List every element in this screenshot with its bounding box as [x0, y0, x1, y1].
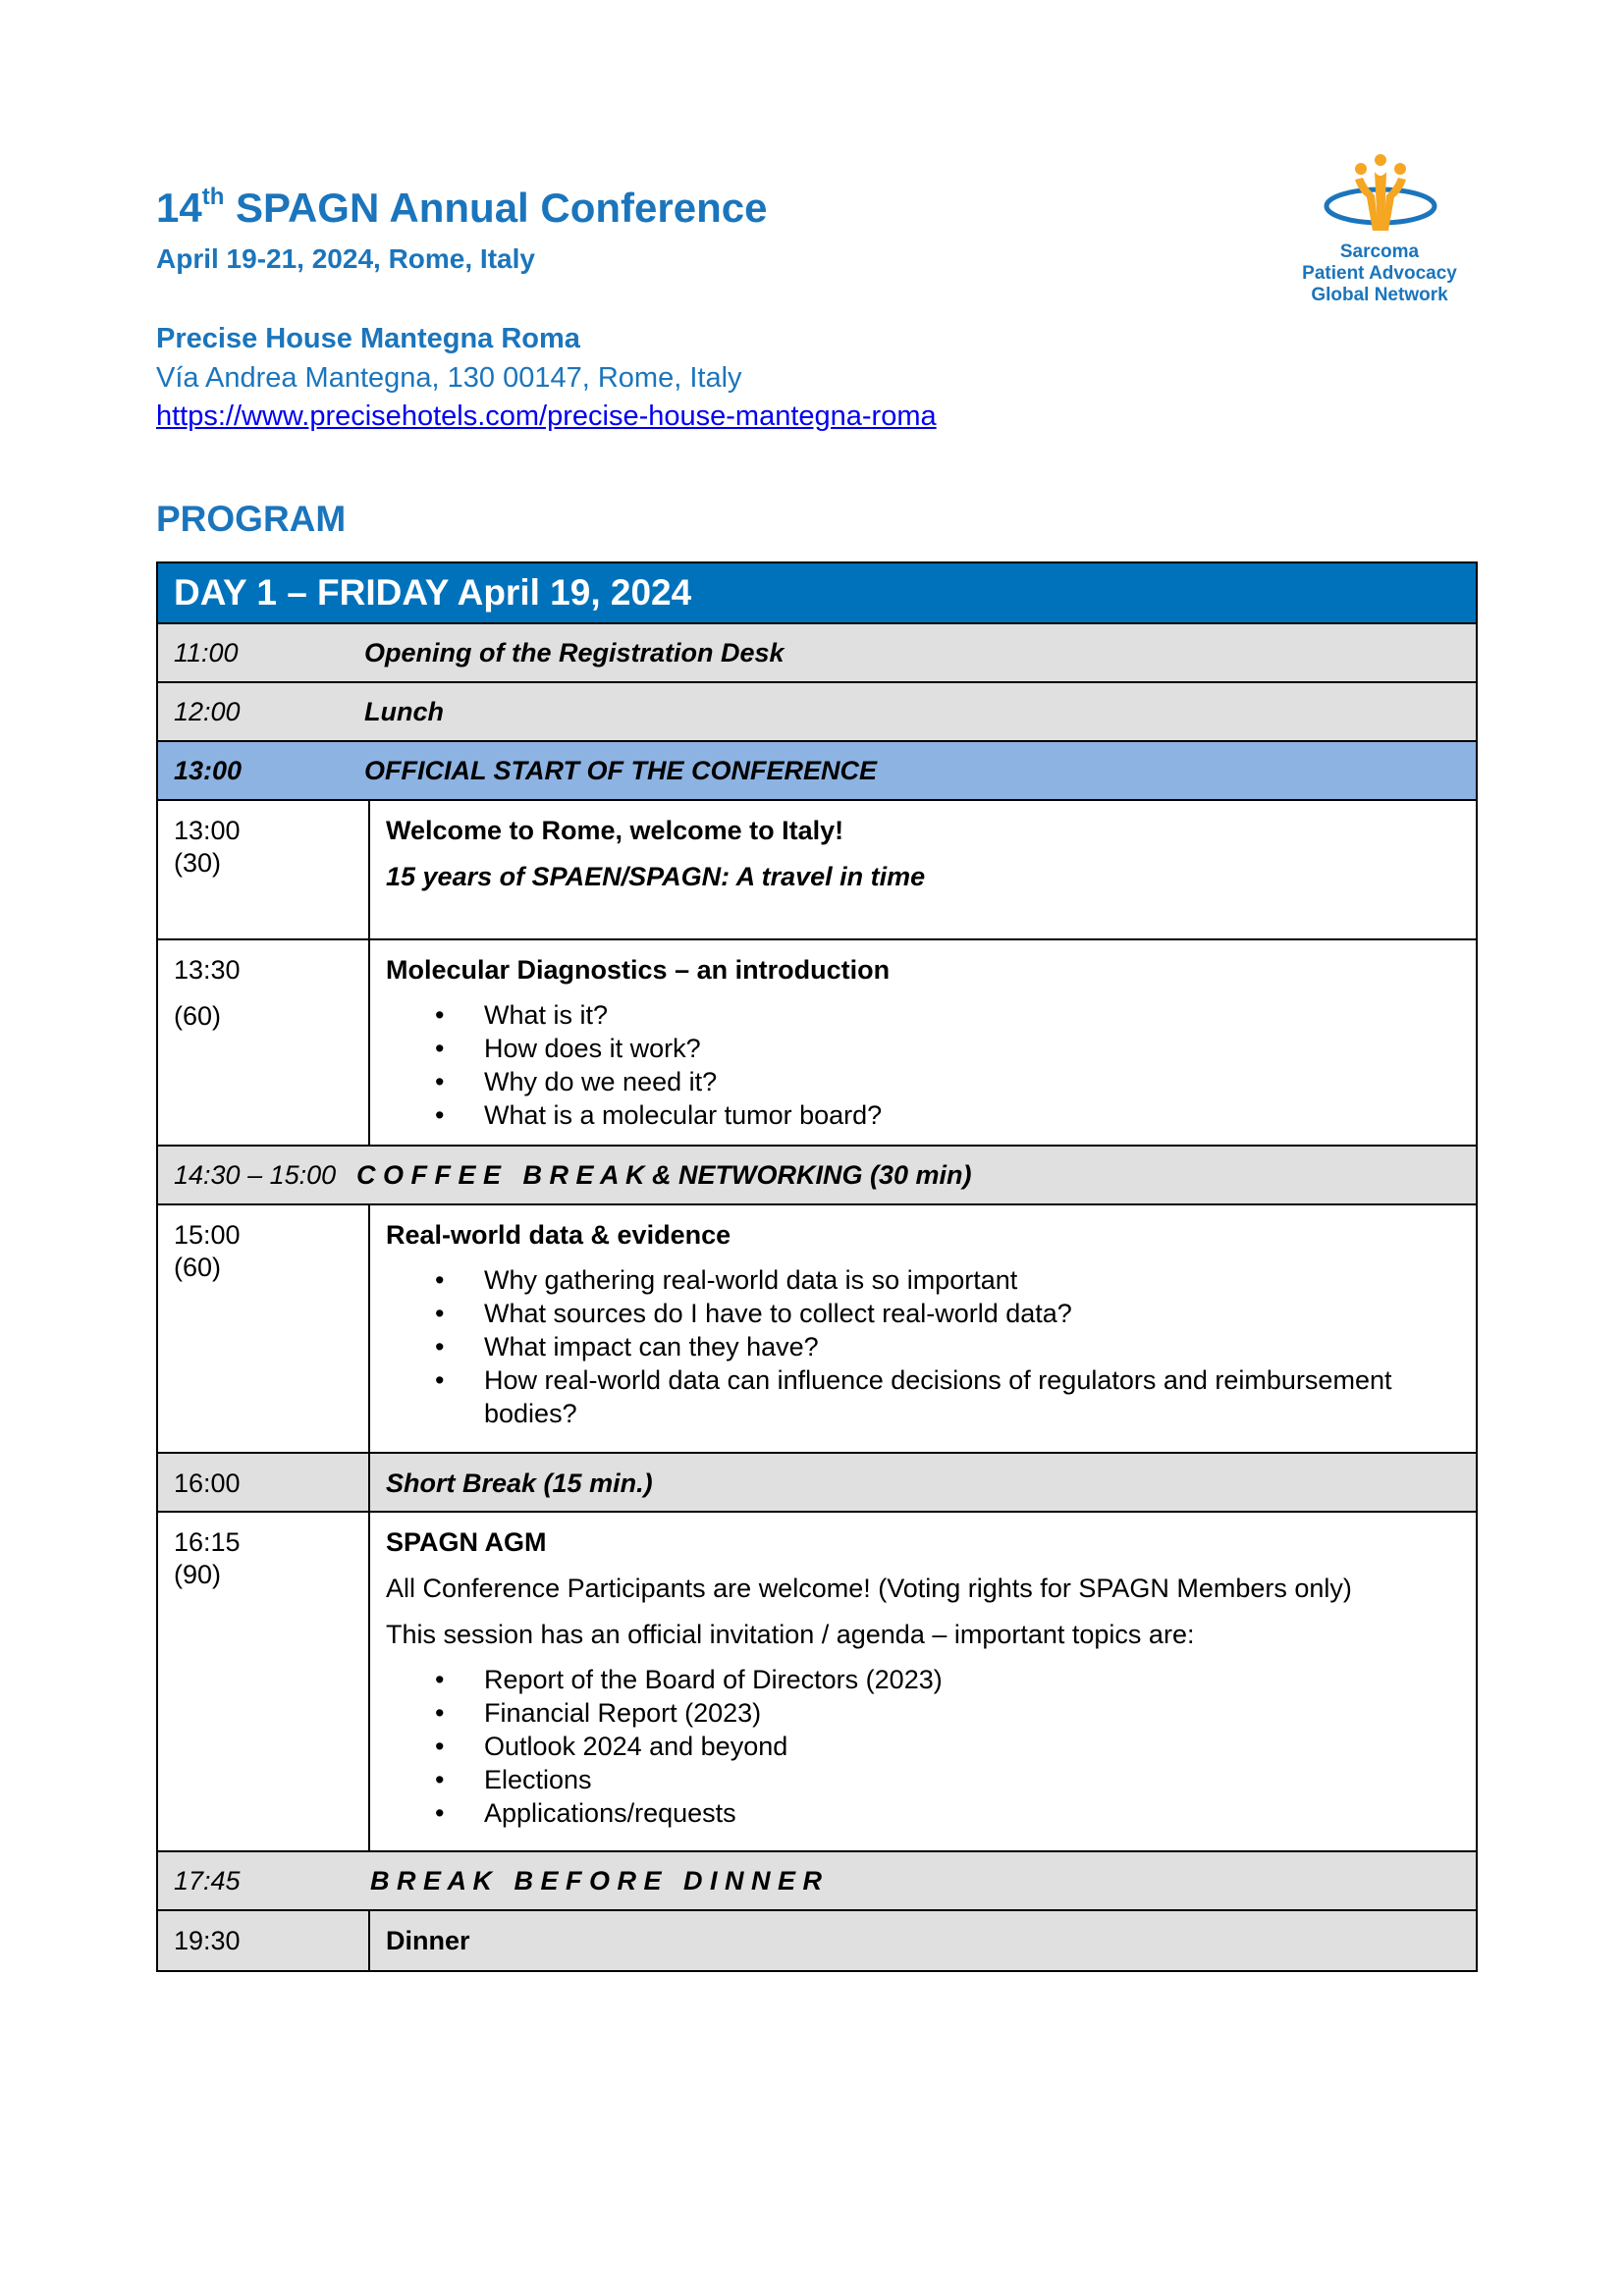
list-item: • How does it work?: [484, 1032, 1460, 1065]
program-table: [156, 561, 1478, 1972]
table-row: [158, 1852, 1476, 1911]
venue-address: Vía Andrea Mantegna, 130 00147, Rome, Italy: [156, 362, 742, 394]
table-row: [158, 940, 1476, 1147]
list-item: • How real-world data can influence decisions of regulators and reimbursement bodies?: [484, 1363, 1460, 1430]
list-item: • Why do we need it?: [484, 1065, 1460, 1098]
row-event: B R E A K B E F O R E D I N N E R: [370, 1865, 823, 1896]
program-heading: PROGRAM: [156, 499, 347, 539]
topic-list: [386, 1663, 1460, 1830]
list-item: • Outlook 2024 and beyond: [484, 1730, 1460, 1763]
table-row: [158, 1911, 1476, 1970]
topic-list: [386, 1263, 1460, 1430]
row-time: 11:00: [174, 637, 239, 667]
list-item: • What is it?: [484, 998, 1460, 1032]
list-item: • Financial Report (2023): [484, 1696, 1460, 1730]
row-time-cell: 13:00 (30): [158, 801, 370, 938]
page-title: 14th SPAGN Annual Conference: [156, 184, 768, 231]
logo-text: Sarcoma Patient Advocacy Global Network: [1302, 241, 1457, 305]
day-header: DAY 1 – FRIDAY April 19, 2024: [158, 563, 1476, 624]
table-row: [158, 1147, 1476, 1205]
row-time: 14:30 – 15:00: [174, 1159, 337, 1190]
row-event: Lunch: [364, 696, 444, 726]
row-time-cell: 16:15 (90): [158, 1513, 370, 1850]
row-time: 13:00: [174, 755, 243, 785]
row-time-cell: 15:00 (60): [158, 1205, 370, 1452]
row-event: C O F F E E B R E A K & NETWORKING (30 min): [356, 1159, 972, 1190]
row-body-cell: Molecular Diagnostics – an introduction • What is it? • How does it work? • Why do we need it? • What is a molecular tumor board?: [370, 940, 1476, 1145]
row-time: 16:00: [158, 1454, 370, 1511]
row-event: Short Break (15 min.): [386, 1468, 653, 1498]
table-row: [158, 1205, 1476, 1454]
row-event: Opening of the Registration Desk: [364, 637, 785, 667]
table-row: [158, 801, 1476, 940]
list-item: • Applications/requests: [484, 1796, 1460, 1830]
row-time: 17:45: [174, 1865, 241, 1896]
topic-list: [386, 998, 1460, 1132]
row-event: OFFICIAL START OF THE CONFERENCE: [364, 755, 878, 785]
venue-name: Precise House Mantegna Roma: [156, 323, 580, 354]
list-item: • Report of the Board of Directors (2023): [484, 1663, 1460, 1696]
row-time: 19:30: [158, 1911, 370, 1970]
table-row: [158, 683, 1476, 742]
row-body-cell: Real-world data & evidence • Why gathering real-world data is so important • What sources do I have to collect real-world data? • What impact can they have? • How real-world data can influence decisions of regulators and reimbursement bodies?: [370, 1205, 1476, 1452]
conference-dates: April 19-21, 2024, Rome, Italy: [156, 243, 535, 274]
list-item: • Elections: [484, 1763, 1460, 1796]
table-row: [158, 1454, 1476, 1513]
row-body-cell: Welcome to Rome, welcome to Italy! 15 years of SPAEN/SPAGN: A travel in time: [386, 816, 926, 891]
venue-link[interactable]: https://www.precisehotels.com/precise-house-mantegna-roma: [156, 400, 937, 432]
table-row: [158, 1513, 1476, 1852]
row-time: 12:00: [174, 696, 241, 726]
table-row: [158, 742, 1476, 801]
list-item: • What is a molecular tumor board?: [484, 1098, 1460, 1132]
row-body-cell: SPAGN AGM All Conference Participants are welcome! (Voting rights for SPAGN Members only) This session has an official invitation / agenda – important topics are: • Report of the Board of Directors (2023) • Financial Report (2023) • Outlook 2024 and beyond • Elections • Applications/requests: [370, 1513, 1476, 1850]
row-event: Dinner: [386, 1926, 470, 1955]
row-time-cell: 13:30 (60): [158, 940, 370, 1145]
list-item: • Why gathering real-world data is so important: [484, 1263, 1460, 1297]
list-item: • What impact can they have?: [484, 1330, 1460, 1363]
list-item: • What sources do I have to collect real-world data?: [484, 1297, 1460, 1330]
table-row: [158, 624, 1476, 683]
